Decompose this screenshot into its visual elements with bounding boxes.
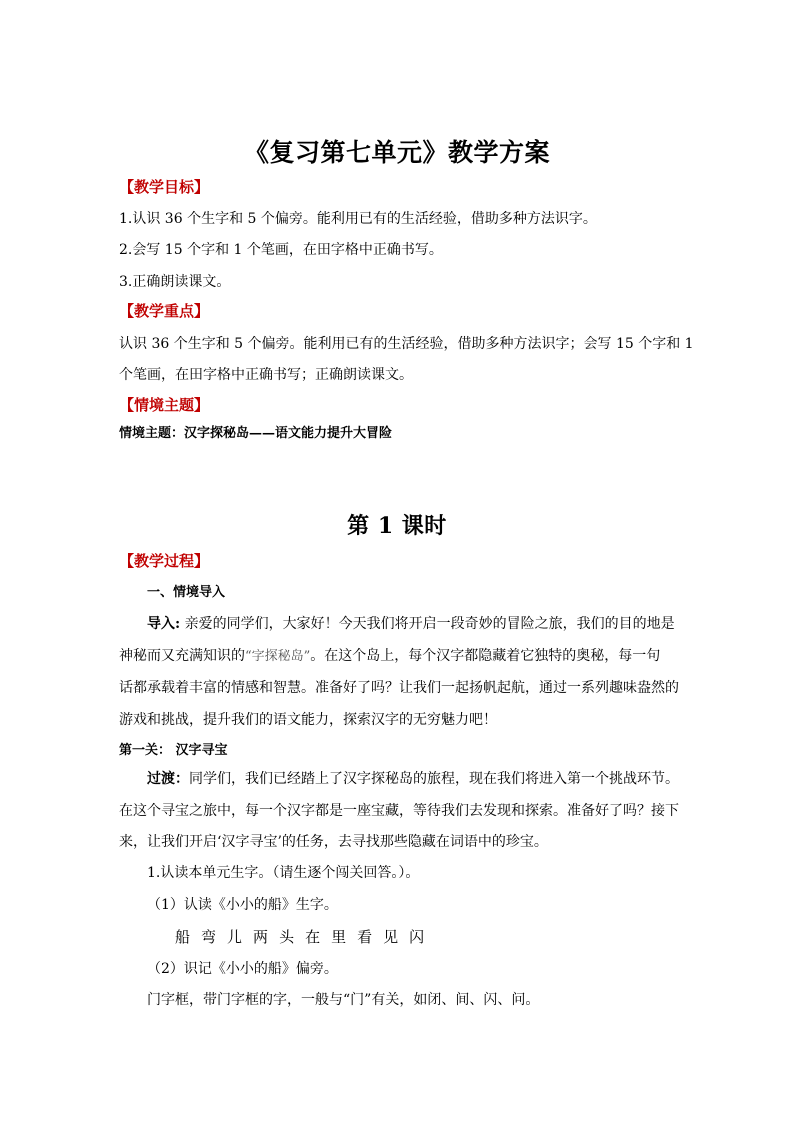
intro-text-2b: 。在这个岛上，每个汉字都隐藏着它独特的奥秘，每一句 [310, 648, 661, 664]
step-1-title: 一、情境导入 [147, 585, 226, 600]
intro-line-1 [147, 613, 675, 633]
theme-heading: 【情境主题】 [119, 396, 210, 414]
transition-line-3: 来，让我们开启‘汉字寻宝’的任务，去寻找那些隐藏在词语中的珍宝。 [119, 834, 548, 850]
character-list [175, 926, 435, 947]
task-1: 1.认读本单元生字。（请生逐个闯关回答。）。 [147, 865, 420, 881]
character-item: 船 [175, 928, 191, 946]
character-item: 里 [331, 928, 347, 946]
key-points-line-2: 个笔画，在田字格中正确书写；正确朗读课文。 [119, 367, 413, 383]
character-item: 看 [357, 928, 373, 946]
theme-text: 情境主题：汉字探秘岛——语文能力提升大冒险 [119, 426, 393, 441]
transition-line-2: 在这个寻宝之旅中，每一个汉字都是一座宝藏，等待我们去发现和探索。准备好了吗？接下 [119, 803, 679, 819]
intro-line-2 [119, 645, 660, 665]
objective-item-3: 3.正确朗读课文。 [119, 274, 231, 290]
transition-line-1 [147, 768, 679, 788]
sub-task-1: （1）认读《小小的船》生字。 [147, 897, 338, 913]
character-item: 闪 [409, 928, 425, 946]
key-points-line-1: 认识 36 个生字和 5 个偏旁。能利用已有的生活经验，借助多种方法识字；会写 15 个字和 1 [119, 336, 694, 352]
character-item: 见 [383, 928, 399, 946]
intro-line-4: 游戏和挑战，提升我们的语文能力，探索汉字的无穷魅力吧！ [119, 712, 497, 728]
level-1-title: 第一关： 汉字寻宝 [119, 743, 228, 758]
intro-line-3: 话都承载着丰富的情感和智慧。准备好了吗？让我们一起扬帆起航，通过一系列趣味盎然的 [119, 680, 679, 696]
character-item: 两 [253, 928, 269, 946]
intro-text-1: 亲爱的同学们，大家好！今天我们将开启一段奇妙的冒险之旅，我们的目的地是 [184, 616, 675, 632]
document-title: 《复习第七单元》教学方案 [243, 138, 550, 167]
intro-label: 导入: [147, 616, 181, 632]
objective-item-2: 2.会写 15 个字和 1 个笔画，在田字格中正确书写。 [119, 242, 443, 258]
process-heading: 【教学过程】 [119, 552, 210, 570]
objectives-heading: 【教学目标】 [119, 178, 210, 196]
transition-text-1: 同学们，我们已经踏上了汉字探秘岛的旅程，现在我们将进入第一个挑战环节。 [189, 771, 679, 787]
objective-item-1: 1.认识 36 个生字和 5 个偏旁。能利用已有的生活经验，借助多种方法识字。 [119, 211, 597, 227]
lesson-title: 第 1 课时 [347, 513, 447, 539]
character-item: 儿 [227, 928, 243, 946]
key-points-heading: 【教学重点】 [119, 302, 210, 320]
character-item: 在 [305, 928, 321, 946]
island-quote: “字探秘岛” [245, 649, 311, 664]
intro-text-2a: 神秘而又充满知识的 [119, 648, 245, 664]
transition-label: 过渡： [147, 771, 189, 787]
radical-note: 门字框，带门字框的字，一般与“门”有关，如闭、间、闪、问。 [147, 992, 540, 1008]
character-item: 头 [279, 928, 295, 946]
character-item: 弯 [201, 928, 217, 946]
sub-task-2: （2）识记《小小的船》偏旁。 [147, 961, 338, 977]
